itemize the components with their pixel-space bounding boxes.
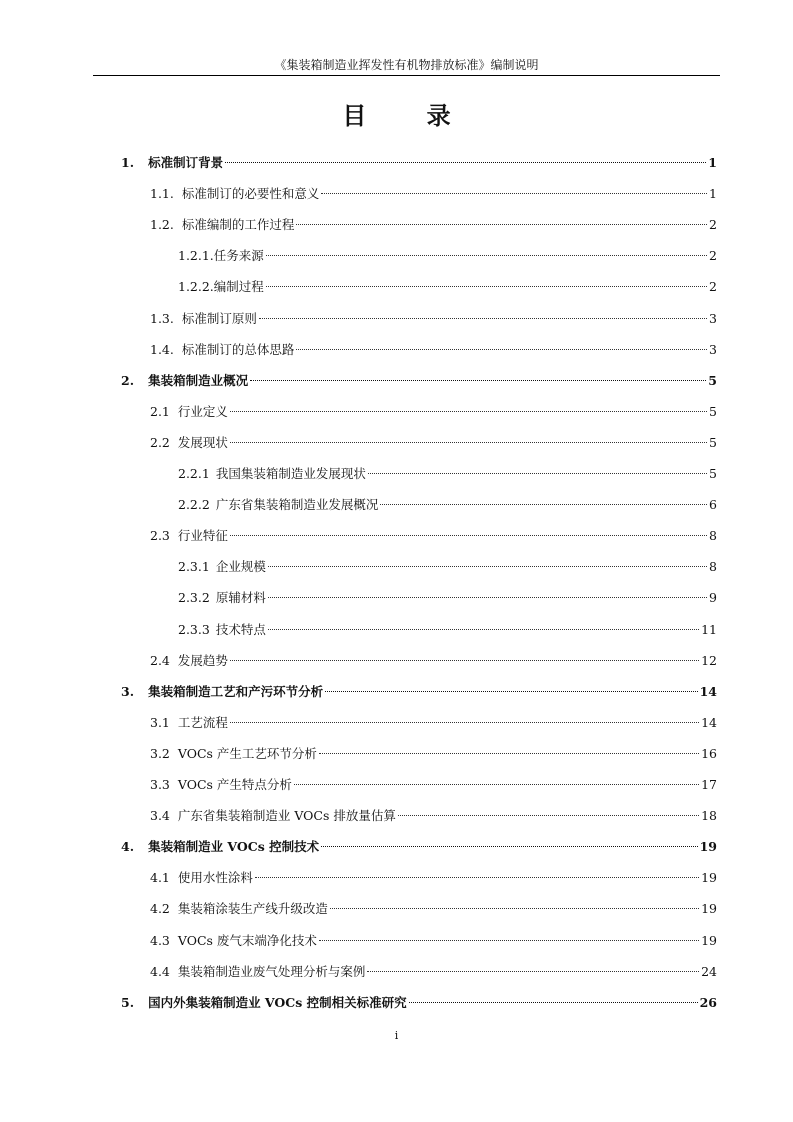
toc-entry-title: 我国集装箱制造业发展现状 [215, 466, 366, 481]
toc-entry-page: 8 [709, 528, 717, 544]
toc-entry-page: 19 [701, 901, 717, 917]
toc-entry-page: 11 [701, 621, 717, 637]
dot-leader [294, 784, 699, 785]
toc-entry-title: 编制过程 [213, 279, 264, 295]
dot-leader [230, 722, 699, 723]
toc-entry-number: 2.2.1 [178, 466, 210, 481]
toc-entry-number: 1.2.1. [178, 248, 214, 264]
toc-entry[interactable] [178, 588, 717, 608]
toc-entry[interactable] [150, 402, 717, 422]
dot-leader [321, 846, 697, 847]
toc-entry[interactable] [121, 371, 717, 391]
dot-leader [380, 504, 707, 505]
toc-entry-page: 3 [709, 341, 717, 357]
toc-entry-page: 19 [701, 870, 717, 886]
toc-entry[interactable] [150, 744, 717, 764]
toc-entry-number: 1.4. [150, 341, 174, 357]
toc-entry-number: 2.3.1 [178, 559, 210, 575]
toc-entry-title: 技术特点 [215, 621, 266, 637]
toc-entry-title: 标准制订背景 [148, 155, 224, 170]
toc-entry-title: VOCs 产生工艺环节分析 [177, 745, 317, 761]
dot-leader [268, 566, 707, 567]
toc-entry-page: 12 [701, 652, 717, 668]
toc-entry-title: VOCs 废气末端净化技术 [177, 932, 317, 948]
toc-entry-number: 2. [121, 372, 135, 388]
toc-entry-number: 2.4 [150, 652, 170, 668]
toc-entry-page: 5 [708, 372, 717, 388]
toc-entry[interactable] [150, 899, 717, 919]
toc-entry-title: 标准制订的总体思路 [181, 341, 295, 357]
toc-entry[interactable] [121, 837, 717, 857]
dot-leader [409, 1002, 698, 1003]
header-rule [93, 75, 720, 76]
toc-entry[interactable] [150, 713, 717, 733]
toc-entry-number: 1. [121, 155, 135, 170]
toc-entry-title: 发展趋势 [177, 652, 228, 668]
toc-entry-number: 1.2.2. [178, 279, 214, 295]
toc-entry-title: 标准编制的工作过程 [181, 217, 295, 233]
toc-entry-number: 2.1 [150, 403, 170, 419]
toc-entry-page: 1 [708, 155, 717, 170]
toc-entry-page: 19 [701, 932, 717, 948]
toc-entry-title: 发展现状 [177, 434, 228, 450]
toc-entry-number: 1.3. [150, 310, 174, 326]
dot-leader [296, 224, 707, 225]
toc-entry-number: 3.3 [150, 777, 170, 792]
toc-entry-title: 行业特征 [177, 528, 228, 544]
toc-entry-title: 集装箱涂装生产线升级改造 [177, 901, 328, 917]
toc-entry[interactable] [178, 495, 717, 515]
dot-leader [255, 877, 699, 878]
toc-entry-page: 14 [699, 683, 717, 699]
dot-leader [268, 629, 699, 630]
toc-entry-number: 2.2.2 [178, 497, 210, 513]
dot-leader [330, 908, 699, 909]
toc-entry-page: 14 [701, 714, 717, 730]
toc-entry[interactable] [178, 277, 717, 297]
dot-leader [368, 473, 707, 474]
toc-entry-page: 26 [699, 994, 717, 1010]
toc-entry-title: VOCs 产生特点分析 [177, 777, 292, 792]
toc-entry-page: 19 [699, 839, 717, 855]
toc-entry-number: 1.1. [150, 186, 174, 202]
page-number: i [394, 1029, 399, 1042]
dot-leader [230, 535, 707, 536]
toc-entry-number: 3.4 [150, 808, 170, 824]
toc-entry[interactable] [121, 993, 717, 1013]
dot-leader [296, 349, 707, 350]
toc-entry-number: 4.1 [150, 870, 170, 886]
toc-entry-number: 3. [121, 683, 135, 699]
toc-entry-title: 企业规模 [215, 559, 266, 575]
toc-entry[interactable] [150, 526, 717, 546]
toc-entry-number: 4.2 [150, 901, 170, 917]
dot-leader [230, 442, 707, 443]
toc-entry-page: 2 [709, 279, 717, 295]
toc-entry[interactable] [178, 557, 717, 577]
toc-entry-number: 2.3 [150, 528, 170, 544]
toc-entry[interactable] [150, 215, 717, 235]
dot-leader [250, 380, 706, 381]
toc-entry-page: 24 [701, 963, 717, 979]
toc-entry[interactable] [150, 651, 717, 671]
dot-leader [367, 971, 699, 972]
dot-leader [266, 255, 707, 256]
toc-entry[interactable] [178, 464, 717, 484]
toc-entry-page: 5 [709, 434, 717, 450]
toc-entry[interactable] [150, 309, 717, 329]
toc-entry-page: 3 [709, 310, 717, 326]
toc-entry[interactable] [150, 931, 717, 951]
toc-entry-number: 3.2 [150, 745, 170, 761]
toc-entry-title: 集装箱制造工艺和产污环节分析 [148, 683, 324, 699]
dot-leader [325, 691, 698, 692]
toc-entry-title: 标准制订的必要性和意义 [181, 186, 320, 202]
toc-entry[interactable] [150, 340, 717, 360]
toc-title: 目 录 [342, 101, 477, 130]
toc-entry-number: 2.3.3 [178, 621, 210, 637]
toc-entry-title: 集装箱制造业废气处理分析与案例 [177, 963, 366, 979]
toc-entry[interactable] [121, 153, 717, 173]
toc-entry-number: 3.1 [150, 714, 170, 730]
toc-entry-page: 17 [701, 777, 717, 792]
toc-entry-number: 2.3.2 [178, 590, 210, 606]
dot-leader [225, 162, 706, 163]
toc-entry-page: 18 [701, 808, 717, 824]
toc-entry-number: 4.4 [150, 963, 170, 979]
toc-entry-title: 工艺流程 [177, 714, 228, 730]
toc-entry-title: 行业定义 [177, 403, 228, 419]
dot-leader [230, 411, 707, 412]
toc-entry-page: 1 [709, 186, 717, 202]
toc-entry[interactable] [178, 620, 717, 640]
dot-leader [268, 597, 707, 598]
toc-entry[interactable] [150, 806, 717, 826]
dot-leader [398, 815, 699, 816]
toc-entry-page: 16 [701, 745, 717, 761]
toc-entry-number: 5. [121, 994, 135, 1010]
toc-entry-number: 2.2 [150, 434, 170, 450]
toc-entry[interactable] [150, 868, 717, 888]
toc-entry[interactable] [150, 184, 717, 204]
toc-entry-page: 6 [709, 497, 717, 513]
toc-entry[interactable] [178, 246, 717, 266]
toc-entry-page: 5 [709, 466, 717, 481]
toc-entry-title: 标准制订原则 [181, 310, 257, 326]
toc-entry[interactable] [150, 433, 717, 453]
toc-entry-page: 9 [709, 590, 717, 606]
toc-entry[interactable] [150, 775, 717, 795]
toc-entry-title: 广东省集装箱制造业发展概况 [215, 497, 379, 513]
toc-entry-title: 集装箱制造业 VOCs 控制技术 [148, 839, 320, 855]
dot-leader [230, 660, 699, 661]
toc-entry[interactable] [150, 962, 717, 982]
toc-entry-page: 8 [709, 559, 717, 575]
toc-entry-title: 任务来源 [213, 248, 264, 264]
toc-entry[interactable] [121, 682, 717, 702]
toc-entry-title: 国内外集装箱制造业 VOCs 控制相关标准研究 [148, 994, 407, 1010]
toc-entry-number: 1.2. [150, 217, 174, 233]
dot-leader [266, 286, 707, 287]
toc-entry-number: 4.3 [150, 932, 170, 948]
dot-leader [259, 318, 707, 319]
running-header: 《集装箱制造业挥发性有机物排放标准》编制说明 [274, 58, 539, 72]
dot-leader [319, 753, 699, 754]
toc-entry-page: 5 [709, 403, 717, 419]
toc-entry-title: 使用水性涂料 [177, 870, 253, 886]
toc-entry-title: 原辅材料 [215, 590, 266, 606]
toc-entry-page: 2 [709, 217, 717, 233]
toc-entry-title: 集装箱制造业概况 [148, 372, 249, 388]
dot-leader [321, 193, 707, 194]
dot-leader [319, 940, 699, 941]
toc-entry-number: 4. [121, 839, 135, 855]
toc-entry-title: 广东省集装箱制造业 VOCs 排放量估算 [177, 808, 396, 824]
toc-entry-page: 2 [709, 248, 717, 264]
